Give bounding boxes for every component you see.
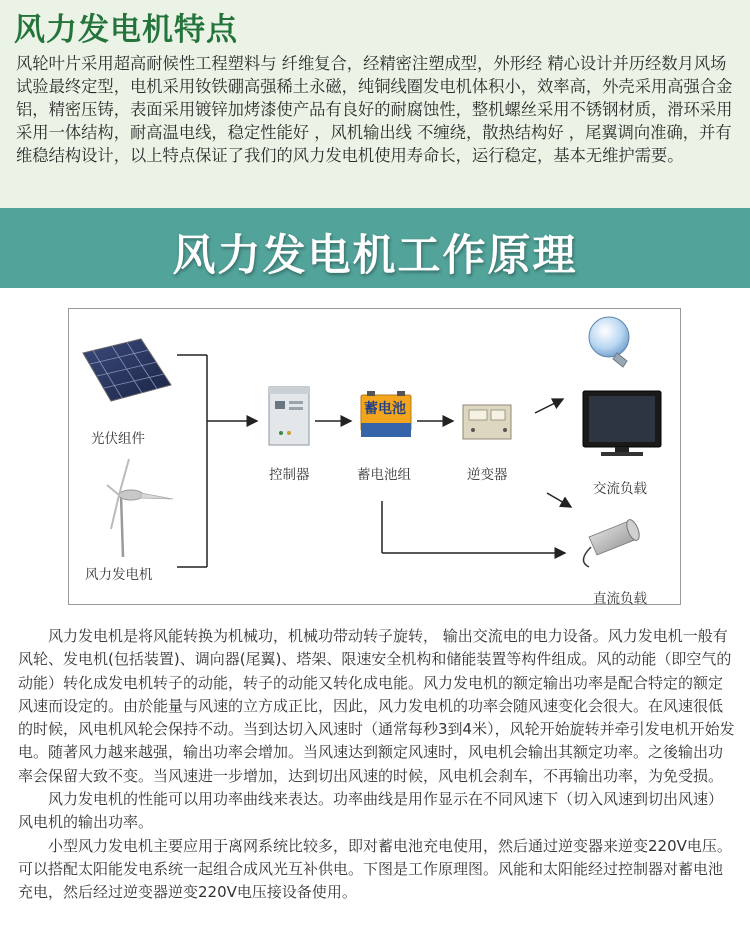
description-paragraph: 风力发电机的性能可以用功率曲线来表达。功率曲线是用作显示在不同风速下（切入风速到切出风速）风电机的输出功率。 [18,790,724,832]
principle-banner [0,208,750,288]
controller-icon [269,387,309,445]
description-section [18,625,736,905]
features-text: 风轮叶片采用超高耐候性工程塑料与 纤维复合，经精密注塑成型，外形经 精心设计并历经数月风场试验最终定型，电机采用钕铁硼高强稀土永磁，纯铜线圈发电机体积小，效率高，外壳采用高强合金铝，精密压铸，表面采用镀锌加烤漆使产品有良好的耐腐蚀性，整机螺丝采用不锈钢材质，滑环采用采用一体结构，耐高温电线，稳定性能好 ，风机输出线 不缠绕，散热结构好 ，尾翼调向准确，并有维稳结构设计，以上特点保证了我们的风力发电机使用寿命长，运行稳定，基本无维护需要。 [16,54,733,165]
solar-panel-icon [83,339,171,401]
principle-title: 风力发电机工作原理 [172,231,578,281]
features-title: 风力发电机特点 [14,12,238,48]
dc-load-label: 直流负载 [593,591,647,607]
wind-turbine-icon [107,459,173,557]
flashlight-icon [583,518,641,567]
working-principle-diagram [68,308,681,605]
controller-label: 控制器 [269,467,310,483]
ac-load-label: 交流负载 [593,481,647,497]
battery-face-text: 蓄电池 [364,401,406,417]
solar-label: 光伏组件 [91,431,145,447]
light-bulb-icon [589,317,629,367]
description-paragraph: 风力发电机是将风能转换为机械功，机械功带动转子旋转， 输出交流电的电力设备。风力发电机一般有风轮、发电机(包括装置)、调向器(尾翼)、塔架、限速安全机构和储能装置等构件组成。风的动能（即空气的动能）转化成发电机转子的动能，转子的动能又转化成电能。风力发电机的额定输出功率是配合特定的额定风速而设定的。由於能量与风速的立方成正比，因此，风力发电机的功率会随风速变化会很大。在风速很低的时候，风电机风轮会保持不动。当到达切入风速时（通常每秒3到4米），风轮开始旋转并牵引发电机开始发电。随著风力越来越强，输出功率会增加。当风速达到额定风速时，风电机会输出其额定功率。之後输出功率会保留大致不变。当风速进一步增加，达到切出风速的时候，风电机会刹车，不再输出功率，为免受损。 [18,627,735,785]
television-icon [583,391,661,456]
battery-bank-label: 蓄电池组 [357,467,411,483]
wind-generator-label: 风力发电机 [85,567,153,583]
inverter-icon [463,405,511,439]
diagram-graphics [69,309,680,604]
inverter-label: 逆变器 [467,467,508,483]
description-paragraph: 小型风力发电机主要应用于离网系统比较多，即对蓄电池充电使用，然后通过逆变器来逆变220V电压。可以搭配太阳能发电系统一起组合成风光互补供电。下图是工作原理图。风能和太阳能经过控制器对蓄电池充电，然后经过逆变器逆变220V电压接设备使用。 [18,836,732,902]
features-section [0,0,750,208]
